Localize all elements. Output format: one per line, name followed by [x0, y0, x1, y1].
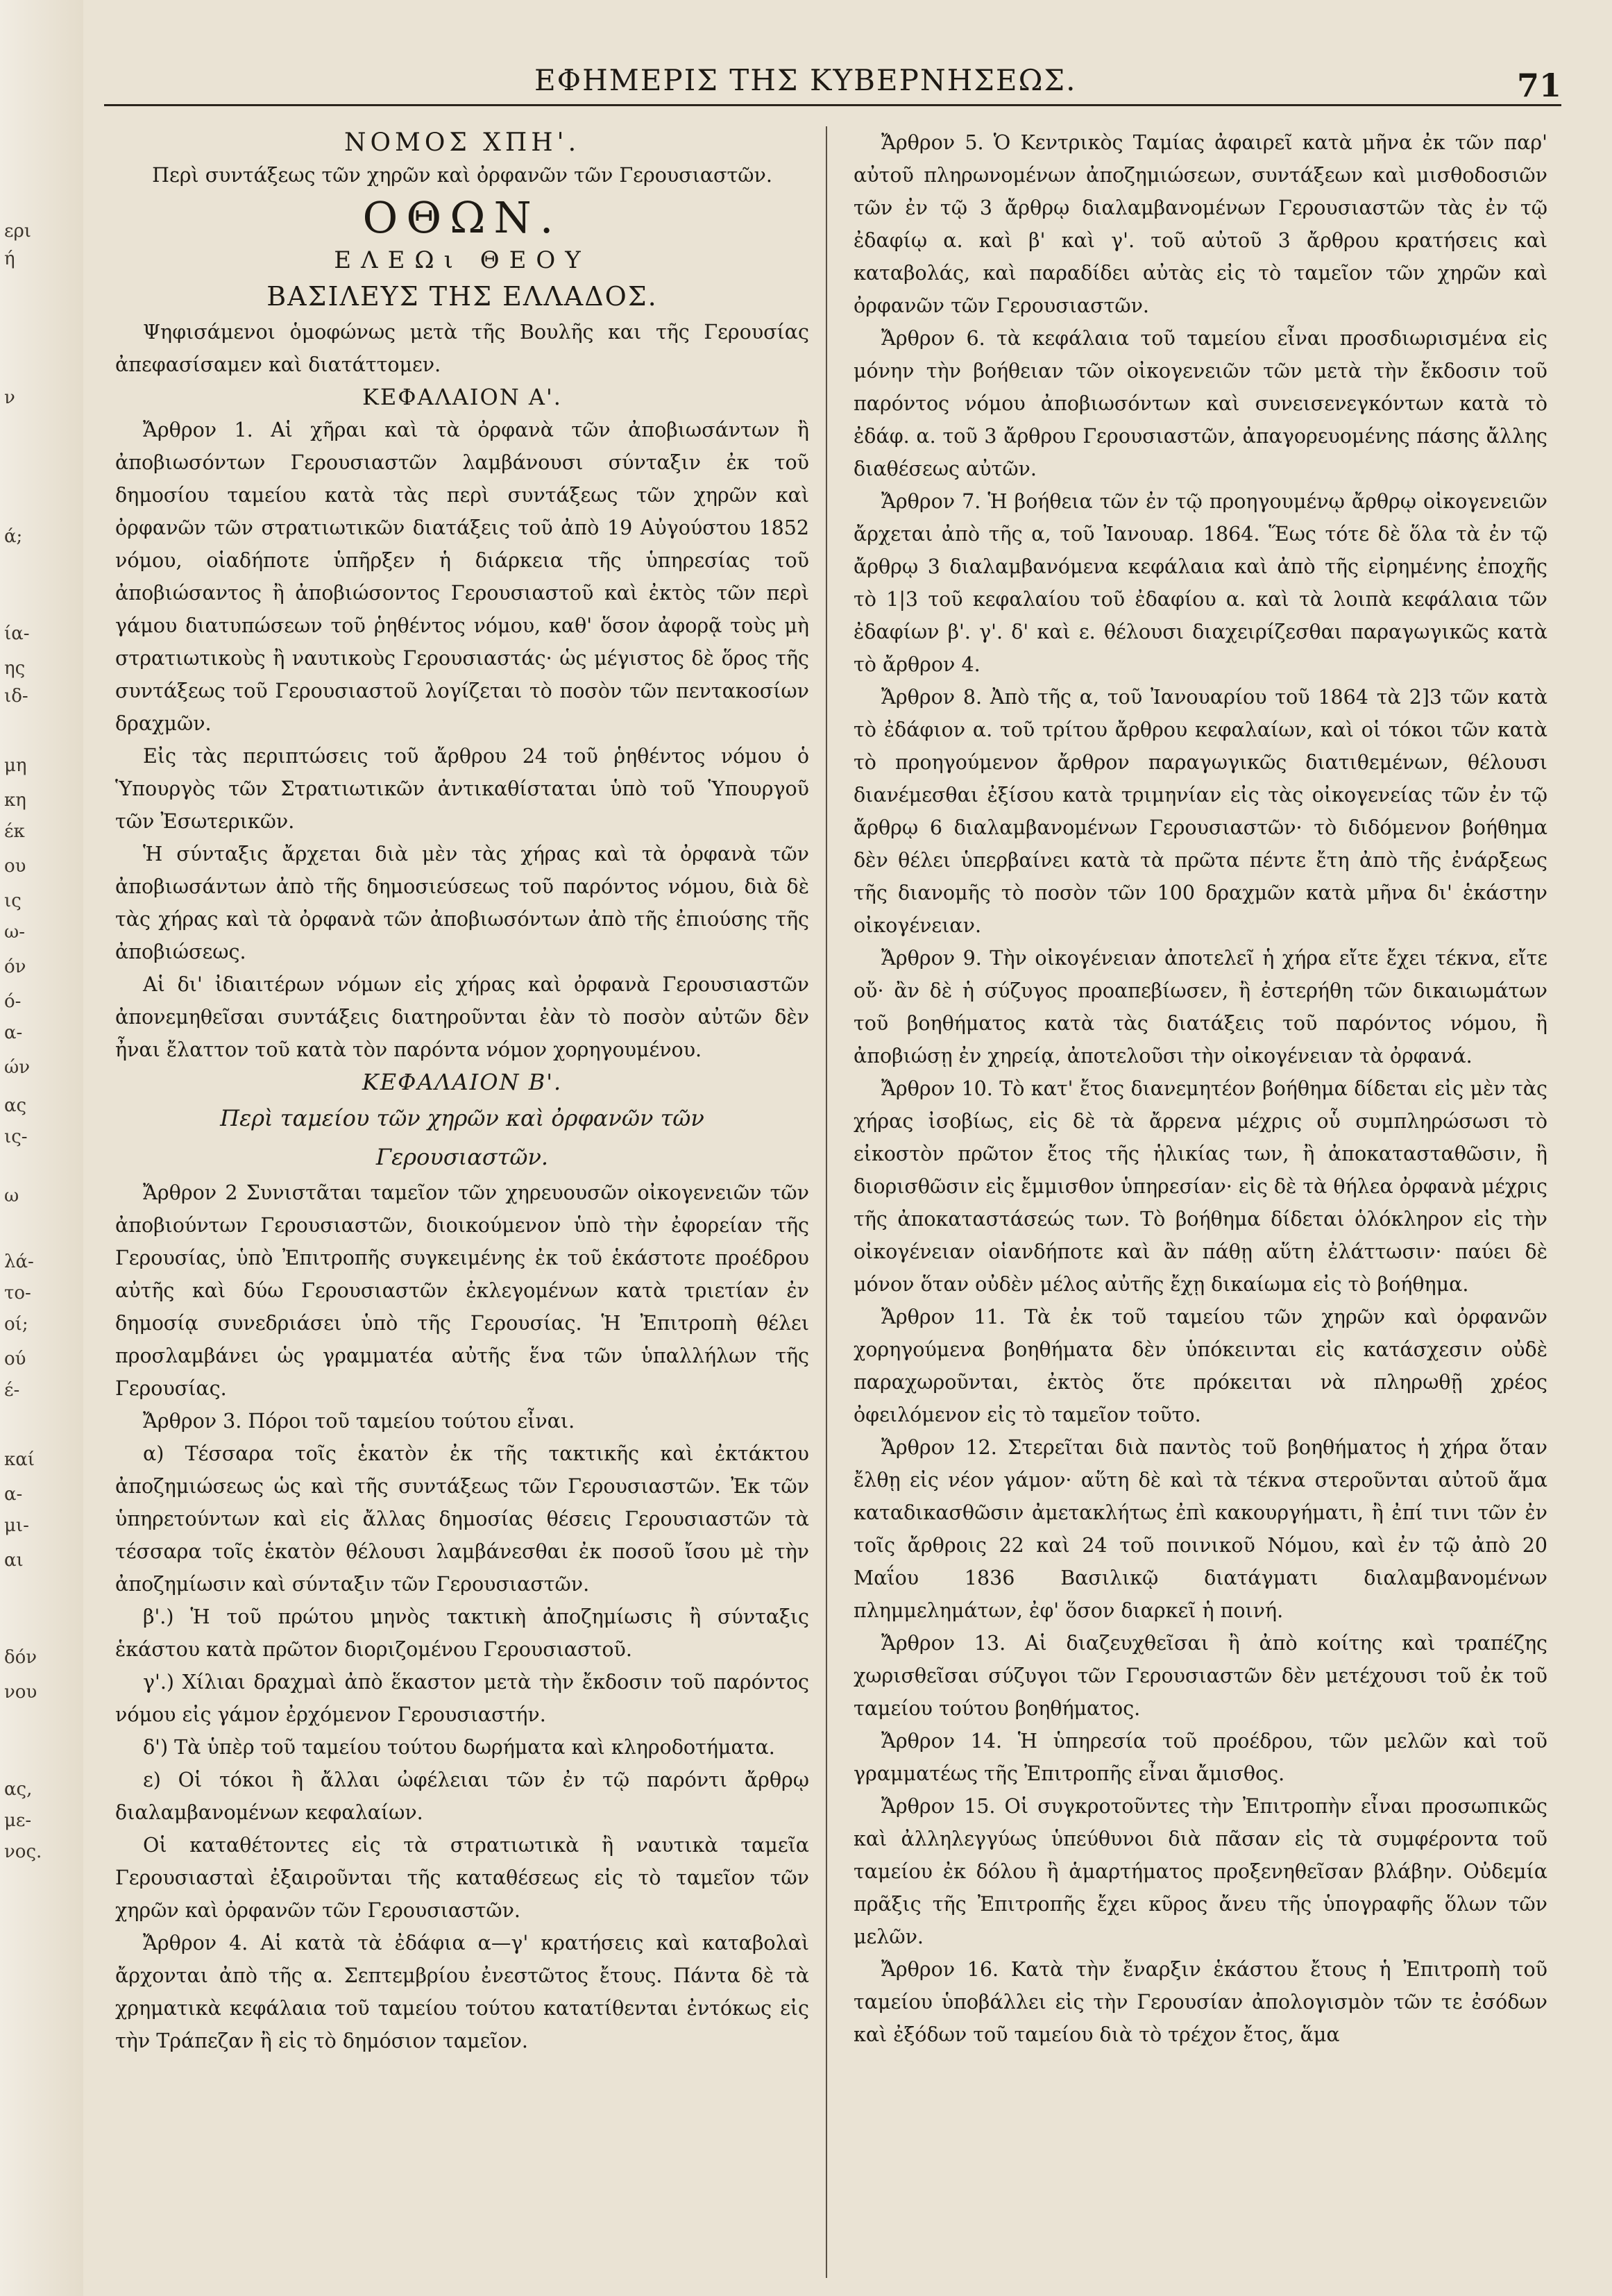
- margin-fragment: καί: [4, 1449, 35, 1470]
- preamble: Ψηφισάμενοι ὁμοφώνως μετὰ τῆς Βουλῆς και τῆς Γερουσίας ἀπεφασίσαμεν καὶ διατάττομεν.: [115, 321, 809, 376]
- margin-fragment: ό-: [4, 991, 22, 1012]
- margin-fragment: ά;: [4, 526, 23, 547]
- margin-fragment: οί;: [4, 1314, 28, 1335]
- law-subject: Περὶ συντάξεως τῶν χηρῶν καὶ ὀρφανῶν τῶν Γερουσιαστῶν.: [152, 164, 772, 187]
- article-subparagraph: γ'.) Χίλιαι δραχμαὶ ἀπὸ ἕκαστον μετὰ τὴν ἔκδοσιν τοῦ παρόντος νόμου εἰς γάμον ἐρχόμενον Γερουσιαστήν.: [115, 1671, 809, 1726]
- margin-fragment: ας,: [4, 1779, 33, 1800]
- margin-fragment: ω: [4, 1185, 19, 1206]
- article-paragraph: Ἄρθρον 6. τὰ κεφάλαια τοῦ ταμείου εἶναι προσδιωρισμένα εἰς μόνην τὴν βοήθειαν τῶν οἰκογενειῶν τῶν μετὰ τὴν ἔκδοσιν τοῦ παρόντος νόμου ἀποβιωσόντων καὶ συνεισενεγκόντων κατὰ τὸ ἐδάφ. α. τοῦ 3 ἄρθρου Γερουσιαστῶν, ἀπαγορευομένης πάσης ἄλλης διαθέσεως αὐτῶν.: [854, 327, 1547, 480]
- margin-fragment: αι: [4, 1550, 24, 1571]
- margin-fragment: α-: [4, 1022, 23, 1043]
- page-number: 71: [1516, 67, 1561, 104]
- margin-fragment: ας: [4, 1095, 27, 1116]
- adjacent-page-margin: [0, 0, 83, 2296]
- margin-fragment: ω-: [4, 922, 25, 943]
- margin-fragment: ού: [4, 1349, 26, 1369]
- article-paragraph: Ἄρθρον 3. Πόροι τοῦ ταμείου τούτου εἶναι.: [143, 1410, 575, 1433]
- article-subparagraph: Οἱ καταθέτοντες εἰς τὰ στρατιωτικὰ ἢ ναυτικὰ ταμεῖα Γερουσιασταὶ ἐξαιροῦνται τῆς καταθέσεως εἰς τὸ ταμεῖον τῶν χηρῶν καὶ ὀρφανῶν τῶν Γερουσιαστῶν.: [115, 1834, 809, 1922]
- article-subparagraph: ε) Οἱ τόκοι ἢ ἄλλαι ὠφέλειαι τῶν ἐν τῷ παρόντι ἄρθρῳ διαλαμβανομένων κεφαλαίων.: [115, 1769, 809, 1824]
- chapter-heading: ΚΕΦΑΛΑΙΟΝ Β'.: [362, 1069, 563, 1095]
- article-paragraph: Ἄρθρον 2 Συνιστᾶται ταμεῖον τῶν χηρευουσῶν οἰκογενειῶν τῶν ἀποβιούντων Γερουσιαστῶν, διοικούμενον ὑπὸ τὴν ἐφορείαν τῆς Γερουσίας, ὑπὸ Ἐπιτροπῆς συγκειμένης ἐκ τοῦ ἑκάστοτε προέδρου αὐτῆς καὶ δύω Γερουσιαστῶν ἐκλεγομένων κατὰ τριετίαν ἐν δημοσίᾳ συνεδριάσει ὑπὸ τῆς Γερουσίας. Ἡ Ἐπιτροπὴ θέλει προσλαμβάνει ὡς γραμματέα αὐτῆς ἕνα τῶν ὑπαλλήλων τῆς Γερουσίας.: [115, 1181, 809, 1400]
- margin-fragment: κη: [4, 790, 26, 811]
- margin-fragment: α-: [4, 1484, 23, 1505]
- article-subparagraph: δ') Τὰ ὑπὲρ τοῦ ταμείου τούτου δωρήματα καὶ κληροδοτήματα.: [143, 1736, 775, 1759]
- margin-fragment: ιδ-: [4, 686, 28, 707]
- margin-fragment: ών: [4, 1057, 31, 1078]
- chapter-title: Περὶ ταμείου τῶν χηρῶν καὶ ὀρφανῶν τῶν: [220, 1105, 704, 1131]
- article-paragraph: Ἄρθρον 1. Αἱ χῆραι καὶ τὰ ὀρφανὰ τῶν ἀποβιωσάντων ἢ ἀποβιωσόντων Γερουσιαστῶν λαμβάνουσι σύνταξιν ἐκ τοῦ δημοσίου ταμείου κατὰ τὰς περὶ συντάξεως τῶν χηρῶν καὶ ὀρφανῶν τῶν στρατιωτικῶν διατάξεις τοῦ ἀπὸ 19 Αὐγούστου 1852 νόμου, οἱαδήποτε ὑπῆρξεν ἡ διάρκεια τῆς ὑπηρεσίας τοῦ ἀποβιώσαντος ἢ ἀποβιώσοντος Γερουσιαστοῦ καὶ ἐκτὸς τῶν περὶ γάμου διατυπώσεων τοῦ ῥηθέντος νόμου, καθ' ὅσον ἀφορᾷ τοὺς μὴ στρατιωτικοὺς ἢ ναυτικοὺς Γερουσιαστάς· ὡς μέγιστος δὲ ὅρος τῆς συντάξεως τοῦ Γερουσιαστοῦ λογίζεται τὸ ποσὸν τῶν πεντακοσίων δραχμῶν.: [115, 419, 809, 735]
- margin-fragment: ή: [4, 248, 15, 269]
- left-column: [115, 126, 809, 2278]
- article-paragraph: Ἄρθρον 16. Κατὰ τὴν ἔναρξιν ἑκάστου ἔτους ἡ Ἐπιτροπὴ τοῦ ταμείου ὑποβάλλει εἰς τὴν Γερουσίαν ἀπολογισμὸν τῶν τε ἐσόδων καὶ ἐξόδων τοῦ ταμείου διὰ τὸ τρέχον ἔτος, ἅμα: [854, 1958, 1547, 2046]
- running-header-title: ΕΦΗΜΕΡΙΣ ΤΗΣ ΚΥΒΕΡΝΗΣΕΩΣ.: [534, 63, 1077, 97]
- article-paragraph: Ἄρθρον 8. Ἀπὸ τῆς α, τοῦ Ἰανουαρίου τοῦ 1864 τὰ 2]3 τῶν κατὰ τὸ ἐδάφιον α. τοῦ τρίτου ἄρθρου κεφαλαίων, καὶ οἱ τόκοι τῶν κατὰ τὸ προηγούμενον ἄρθρον παραγωγικῶς διατιθεμένων, θέλουσι διανέμεσθαι ἐξίσου κατὰ τριμηνίαν εἰς τὰς οἰκογενείας τῶν ἐν τῷ ἄρθρῳ 6 διαλαμβανομένων Γερουσιαστῶν· τὸ διδόμενον βοήθημα δὲν θέλει ὑπερβαίνει κατὰ τὰ πρῶτα πέντε ἔτη ἀπὸ τῆς ἐνάρξεως τῆς διανομῆς τὸ ποσὸν τῶν 100 δραχμῶν κατὰ μῆνα δι' ἑκάστην οἰκογένειαν.: [854, 686, 1547, 937]
- margin-fragment: ου: [4, 856, 26, 877]
- margin-fragment: ις-: [4, 1126, 28, 1147]
- article-paragraph: Ἄρθρον 5. Ὁ Κεντρικὸς Ταμίας ἀφαιρεῖ κατὰ μῆνα ἐκ τῶν παρ' αὐτοῦ πληρωνομένων ἀποζημιώσεων, συντάξεων καὶ μισθοδοσιῶν τῶν ἐν τῷ 3 ἄρθρῳ διαλαμβανομένων Γερουσιαστῶν τὰς ἐν τῷ ἐδαφίῳ α. καὶ β' καὶ γ'. τοῦ αὐτοῦ 3 ἄρθρου κρατήσεις καὶ καταβολάς, καὶ παραδίδει αὐτὰς εἰς τὸ ταμεῖον τῶν χηρῶν καὶ ὀρφανῶν τῶν Γερουσιαστῶν.: [854, 131, 1547, 317]
- margin-fragment: ία-: [4, 623, 30, 644]
- article-paragraph: Ἄρθρον 12. Στερεῖται διὰ παντὸς τοῦ βοηθήματος ἡ χήρα ὅταν ἔλθῃ εἰς νέον γάμον· αὕτη δὲ καὶ τὰ τέκνα στεροῦνται αὐτοῦ ἅμα καταδικασθῶσιν ἀμετακλήτως ἐπὶ κακουργήματι, ἢ ἐπί τινι τῶν ἐν τοῖς ἄρθροις 22 καὶ 24 τοῦ ποινικοῦ Νόμου, καὶ ἐν τῷ ἀπὸ 20 Μαΐου 1836 Βασιλικῷ διατάγματι διαλαμβανομένων πλημμελημάτων, ἐφ' ὅσον διαρκεῖ ἡ ποινή.: [854, 1436, 1547, 1622]
- column-divider: [826, 126, 827, 2278]
- king-title: ΒΑΣΙΛΕΥΣ ΤΗΣ ΕΛΛΑΔΟΣ.: [266, 281, 658, 312]
- article-paragraph: Ἄρθρον 15. Οἱ συγκροτοῦντες τὴν Ἐπιτροπὴν εἶναι προσωπικῶς καὶ ἀλληλεγγύως ὑπεύθυνοι διὰ πᾶσαν εἰς τὰ συμφέροντα τοῦ ταμείου ἐκ δόλου ἢ ἁμαρτήματος προξενηθεῖσαν βλάβην. Οὐδεμία πρᾶξις τῆς Ἐπιτροπῆς ἔχει κῦρος ἄνευ τῆς ὑπογραφῆς ὅλων τῶν μελῶν.: [854, 1795, 1547, 1948]
- header-rule: [104, 104, 1561, 106]
- margin-fragment: με-: [4, 1810, 32, 1831]
- margin-fragment: όν: [4, 956, 26, 977]
- article-paragraph: Αἱ δι' ἰδιαιτέρων νόμων εἰς χήρας καὶ ὀρφανὰ Γερουσιαστῶν ἀπονεμηθεῖσαι συντάξεις διατηροῦνται ἐὰν τὸ ποσὸν αὐτῶν δὲν ἦναι ἔλαττον τοῦ κατὰ τὸν παρόντα νόμον χορηγουμένου.: [115, 973, 809, 1061]
- margin-fragment: έ-: [4, 1380, 20, 1401]
- margin-fragment: λά-: [4, 1251, 34, 1272]
- chapter-heading: ΚΕΦΑΛΑΙΟΝ Α'.: [362, 384, 562, 410]
- margin-fragment: ερι: [4, 221, 31, 242]
- law-number: ΝΟΜΟΣ ΧΠΗ'.: [343, 128, 581, 157]
- newspaper-page: [104, 0, 1561, 2296]
- margin-fragment: νος.: [4, 1841, 42, 1862]
- article-paragraph: Ἄρθρον 9. Τὴν οἰκογένειαν ἀποτελεῖ ἡ χήρα εἴτε ἔχει τέκνα, εἴτε οὔ· ἂν δὲ ἡ σύζυγος προαπεβίωσεν, ἢ ἐστερήθη τῶν δικαιωμάτων τοῦ βοηθήματος κατὰ τὰς διατάξεις τοῦ παρόντος νόμου, ἢ ἀποβιώσῃ ἐν χηρείᾳ, ἀποτελοῦσι τὴν οἰκογένειαν τὰ ὀρφανά.: [854, 947, 1547, 1067]
- margin-fragment: δόν: [4, 1647, 37, 1668]
- margin-fragment: ις: [4, 890, 22, 911]
- article-paragraph: Ἄρθρον 7. Ἡ βοήθεια τῶν ἐν τῷ προηγουμένῳ ἄρθρῳ οἰκογενειῶν ἄρχεται ἀπὸ τῆς α, τοῦ Ἰανουαρ. 1864. Ἕως τότε δὲ ὅλα τὰ ἐν τῷ ἄρθρῳ 3 διαλαμβανόμενα κεφάλαια καὶ ἀπὸ τῆς εἰρημένης ἐποχῆς τὸ 1|3 τοῦ κεφαλαίου τοῦ ἐδαφίου α. καὶ τὰ λοιπὰ κεφάλαια τῶν ἐδαφίων β'. γ'. δ' καὶ ε. θέλουσι διαχειρίζεσθαι παραγωγικῶς κατὰ τὸ ἄρθρον 4.: [854, 490, 1547, 676]
- margin-fragment: έκ: [4, 821, 25, 842]
- margin-fragment: μι-: [4, 1515, 29, 1536]
- article-subparagraph: α) Τέσσαρα τοῖς ἑκατὸν ἐκ τῆς τακτικῆς καὶ ἐκτάκτου ἀποζημιώσεως ὡς καὶ τῆς συντάξεως τῶν Γερουσιαστῶν. Ἐκ τῶν ὑπηρετούντων καὶ εἰς ἄλλας δημοσίας θέσεις Γερουσιαστῶν τὰ τέσσαρα τοῖς ἑκατὸν θέλουσι λαμβάνεσθαι ἐκ ποσοῦ ἴσου μὲ τὴν ἀποζημίωσιν καὶ σύνταξιν τῶν Γερουσιαστῶν.: [115, 1442, 809, 1596]
- margin-fragment: ης: [4, 658, 26, 679]
- king-name: ΟΘΩΝ.: [362, 192, 562, 243]
- margin-fragment: νου: [4, 1682, 37, 1703]
- article-paragraph: Ἄρθρον 13. Αἱ διαζευχθεῖσαι ἢ ἀπὸ κοίτης καὶ τραπέζης χωρισθεῖσαι σύζυγοι τῶν Γερουσιαστῶν δὲν μετέχουσι τοῦ ἐκ τοῦ ταμείου τούτου βοηθήματος.: [854, 1632, 1547, 1720]
- article-subparagraph: β'.) Ἡ τοῦ πρώτου μηνὸς τακτικὴ ἀποζημίωσις ἢ σύνταξις ἑκάστου κατὰ πρῶτον διοριζομένου Γερουσιαστοῦ.: [115, 1605, 809, 1661]
- article-paragraph: Ἄρθρον 14. Ἡ ὑπηρεσία τοῦ προέδρου, τῶν μελῶν καὶ τοῦ γραμματέως τῆς Ἐπιτροπῆς εἶναι ἄμισθος.: [854, 1730, 1547, 1785]
- margin-fragment: το-: [4, 1283, 31, 1303]
- article-paragraph: Εἰς τὰς περιπτώσεις τοῦ ἄρθρου 24 τοῦ ῥηθέντος νόμου ὁ Ὑπουργὸς τῶν Στρατιωτικῶν ἀντικαθίσταται ὑπὸ τοῦ Ὑπουργοῦ τῶν Ἐσωτερικῶν.: [115, 745, 809, 833]
- article-paragraph: Ἄρθρον 11. Τὰ ἐκ τοῦ ταμείου τῶν χηρῶν καὶ ὀρφανῶν χορηγούμενα βοηθήματα δὲν ὑπόκεινται εἰς κατάσχεσιν οὐδὲ παραχωροῦνται, ἐκτὸς ὅτε πρόκειται νὰ πληρωθῇ χρέος ὀφειλόμενον εἰς τὸ ταμεῖον τοῦτο.: [854, 1306, 1547, 1426]
- right-column: [854, 126, 1547, 2278]
- article-paragraph: Ἡ σύνταξις ἄρχεται διὰ μὲν τὰς χήρας καὶ τὰ ὀρφανὰ τῶν ἀποβιωσάντων ἀπὸ τῆς δημοσιεύσεως τοῦ παρόντος νόμου, διὰ δὲ τὰς χήρας καὶ τὰ ὀρφανὰ τῶν ἀποβιωσόντων ἀπὸ τῆς ἐπιούσης τῆς ἀποβιώσεως.: [115, 843, 809, 963]
- chapter-title: Γερουσιαστῶν.: [375, 1144, 549, 1170]
- article-paragraph: Ἄρθρον 10. Τὸ κατ' ἔτος διανεμητέον βοήθημα δίδεται εἰς μὲν τὰς χήρας ἰσοβίως, εἰς δὲ τὰ ἄρρενα μέχρις οὗ συμπληρώσωσι τὸ εἰκοστὸν πρῶτον ἔτος τῆς ἡλικίας των, ἢ ἀποκατασταθῶσιν, ἢ διορισθῶσιν εἰς ἔμμισθον ὑπηρεσίαν· εἰς δὲ τὰ θήλεα ὀρφανὰ μέχρις τῆς ἀποκαταστάσεώς των. Τὸ βοήθημα δίδεται ὁλόκληρον εἰς τὴν οἰκογένειαν οἱανδήποτε καὶ ἂν πάθῃ αὕτη ἐλάττωσιν· παύει δὲ μόνον ὅταν οὐδὲν μέλος αὐτῆς ἔχῃ δικαίωμα εἰς τὸ βοήθημα.: [854, 1077, 1547, 1296]
- article-paragraph: Ἄρθρον 4. Αἱ κατὰ τὰ ἐδάφια α—γ' κρατήσεις καὶ καταβολαὶ ἄρχονται ἀπὸ τῆς α. Σεπτεμβρίου ἐνεστῶτος ἔτους. Πάντα δὲ τὰ χρηματικὰ κεφάλαια τοῦ ταμείου τούτου κατατίθενται ἐντόκως εἰς τὴν Τράπεζαν ἢ εἰς τὸ δημόσιον ταμεῖον.: [115, 1932, 809, 2052]
- margin-fragment: ν: [4, 387, 15, 408]
- margin-fragment: μη: [4, 755, 27, 776]
- by-grace-of-god: ΕΛΕΩι ΘΕΟΥ: [334, 246, 591, 274]
